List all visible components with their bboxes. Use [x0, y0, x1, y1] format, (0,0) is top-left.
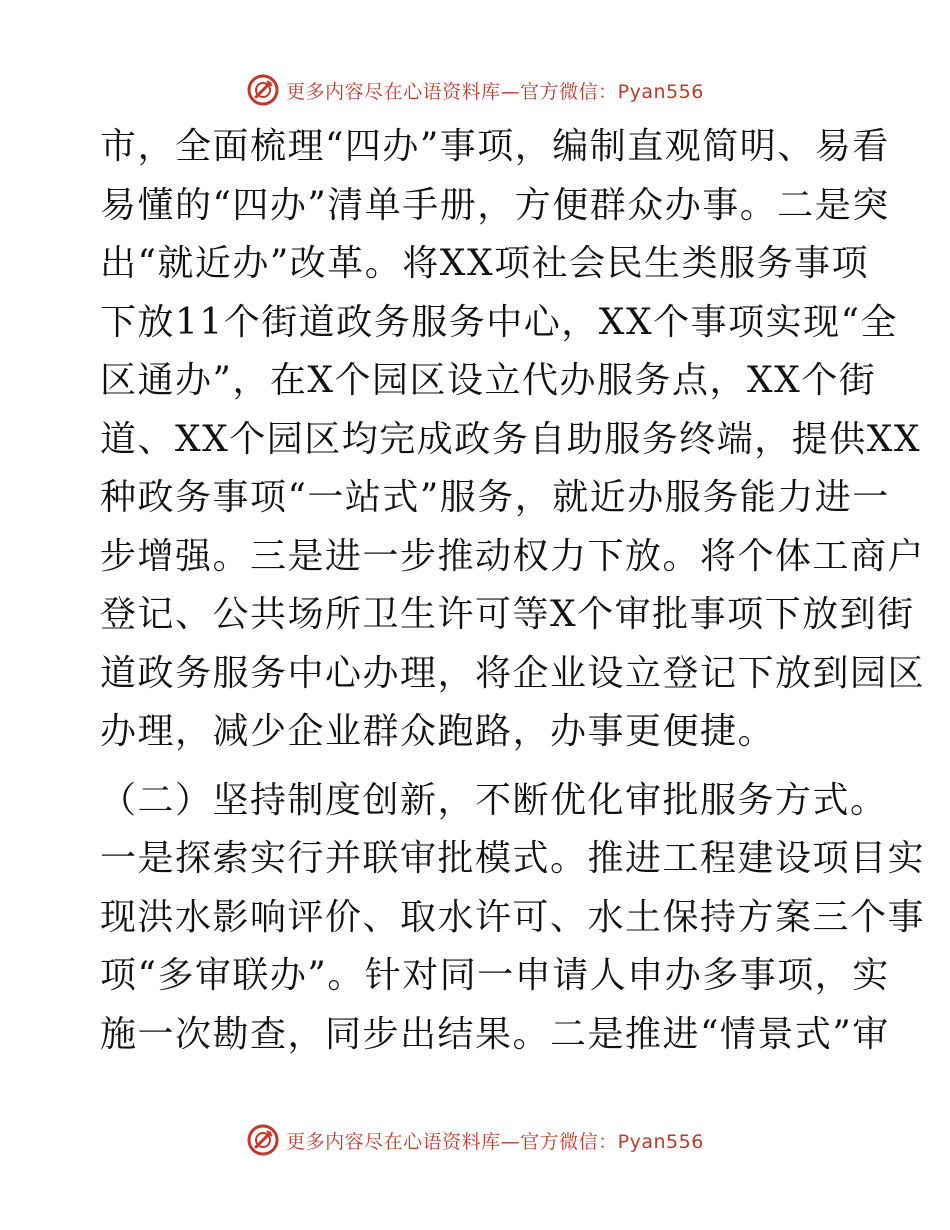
header-watermark-banner	[0, 70, 950, 110]
text-line: 易懂的“四办”清单手册，方便群众办事。二是突	[100, 184, 890, 226]
text-line: 区通办”，在X个园区设立代办服务点，XX个街	[100, 360, 877, 401]
text-line: 道、XX个园区均完成政务自助服务终端，提供XX	[100, 418, 922, 460]
watermark-text: 更多内容尽在心语资料库—官方微信：Pyan556	[286, 80, 704, 103]
paragraph-2	[100, 830, 926, 1064]
section-heading: （二）坚持制度创新，不断优化审批服务方式。	[100, 779, 888, 821]
text-line: 市，全面梳理“四办”事项，编制直观简明、易看	[100, 126, 890, 167]
text-line: 步增强。三是进一步推动权力下放。将个体工商户	[100, 535, 926, 577]
brand-logo-icon	[246, 1123, 280, 1157]
text-line: 下放11个街道政务服务中心，XX个事项实现“全	[100, 301, 898, 343]
text-line: 道政务服务中心办理，将企业设立登记下放到园区	[100, 652, 926, 694]
text-line: 现洪水影响评价、取水许可、水土保持方案三个事	[100, 896, 926, 938]
text-line: 登记、公共场所卫生许可等X个审批事项下放到街	[100, 594, 915, 635]
text-line: 施一次勘查，同步出结果。二是推进“情景式”审	[100, 1013, 890, 1055]
paragraph-1	[100, 118, 926, 762]
text-line: 办理，减少企业群众跑路，办事更便捷。	[100, 711, 776, 752]
text-line: 项“多审联办”。针对同一申请人申办多事项，实	[100, 955, 890, 996]
footer-watermark-banner	[0, 1120, 950, 1160]
text-line: 种政务事项“一站式”服务，就近办服务能力进一	[100, 477, 890, 518]
document-body	[100, 118, 926, 1064]
watermark-text: 更多内容尽在心语资料库—官方微信：Pyan556	[286, 1130, 704, 1153]
text-line: 出“就近办”改革。将XX项社会民生类服务事项	[100, 243, 870, 284]
text-line: 一是探索实行并联审批模式。推进工程建设项目实	[100, 838, 926, 879]
brand-logo-icon	[246, 73, 280, 107]
